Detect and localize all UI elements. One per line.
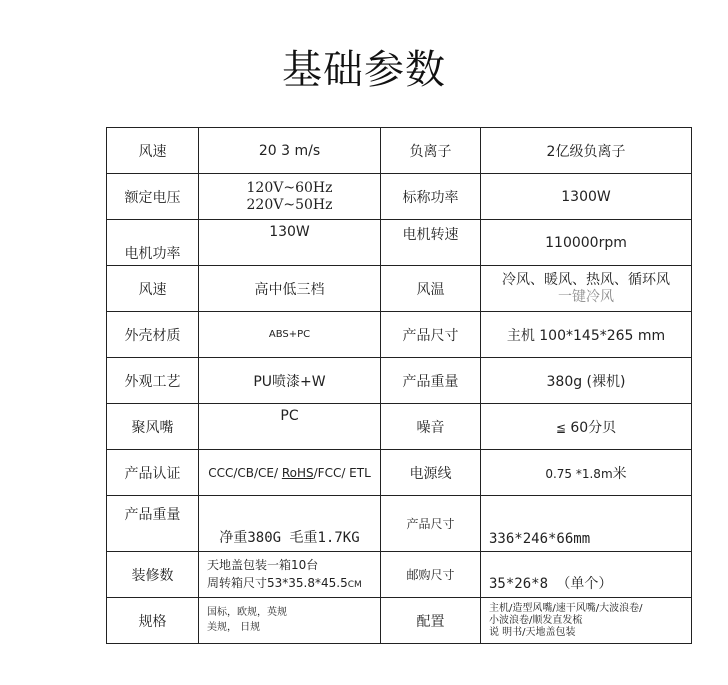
value-part: ≦	[555, 420, 566, 435]
value-line	[207, 575, 376, 592]
value-packing-quantity	[199, 552, 381, 598]
value-nominal-power: 1300W	[481, 174, 692, 220]
value-power-cord	[481, 450, 692, 496]
value-noise	[481, 404, 692, 450]
label-packing-quantity: 装修数	[107, 552, 199, 598]
value-part: 周转箱尺寸53*35.8*45.5	[207, 575, 348, 590]
value-part: 米	[612, 465, 627, 482]
table-row	[107, 266, 692, 312]
label-motor-power: 电机功率	[107, 220, 199, 266]
value-concentrator-nozzle: PC	[199, 404, 381, 450]
label-product-weight: 产品重量	[107, 496, 199, 552]
value-finish-process: PU喷漆+W	[199, 358, 381, 404]
value-rated-voltage	[199, 174, 381, 220]
label-configuration: 配置	[381, 598, 481, 644]
table-row	[107, 496, 692, 552]
value-motor-power: 130W	[199, 220, 381, 266]
value-part: 0.75 *1.8	[545, 466, 601, 481]
value-line: 说 明书/天地盖包装	[489, 626, 576, 638]
value-product-weight: 380g (裸机)	[481, 358, 692, 404]
label-shell-material: 外壳材质	[107, 312, 199, 358]
value-configuration	[481, 598, 692, 644]
value-line: 天地盖包装一箱10台	[207, 558, 319, 573]
value-part: CM	[347, 579, 362, 590]
value-line: 小波浪卷/顺发直发梳	[489, 614, 583, 626]
value-line: 美规， 日规	[207, 621, 261, 633]
label-motor-speed: 电机转速	[381, 220, 481, 266]
table-row	[107, 598, 692, 644]
value-motor-speed: 110000rpm	[481, 220, 692, 266]
table-row	[107, 312, 692, 358]
label-certification: 产品认证	[107, 450, 199, 496]
page-title: 基础参数	[282, 47, 446, 93]
value-mail-size: 35*26*8 （单个）	[481, 552, 692, 598]
label-plug-spec: 规格	[107, 598, 199, 644]
label-wind-speed-levels: 风速	[107, 266, 199, 312]
table-row	[107, 552, 692, 598]
table-row	[107, 220, 692, 266]
value-wind-speed: 20 3 m/s	[199, 128, 381, 174]
label-wind-temperature: 风温	[381, 266, 481, 312]
label-rated-voltage: 额定电压	[107, 174, 199, 220]
value-part: m	[600, 466, 613, 481]
label-concentrator-nozzle: 聚风嘴	[107, 404, 199, 450]
spec-table	[106, 127, 692, 644]
value-product-size: 主机 100*145*265 mm	[481, 312, 692, 358]
value-line: 一键冷风	[558, 288, 614, 305]
label-wind-speed: 风速	[107, 128, 199, 174]
value-product-size: 336*246*66mm	[481, 496, 692, 552]
table-row	[107, 174, 692, 220]
value-plug-spec	[199, 598, 381, 644]
label-power-cord: 电源线	[381, 450, 481, 496]
table-row	[107, 404, 692, 450]
value-product-weight: 净重380G 毛重1.7KG	[199, 496, 381, 552]
value-line: 国标，欧规，英规	[207, 607, 287, 618]
label-noise: 噪音	[381, 404, 481, 450]
value-negative-ion: 2亿级负离子	[481, 128, 692, 174]
value-part: 60分贝	[570, 419, 617, 436]
label-mail-size: 邮购尺寸	[381, 552, 481, 598]
label-product-size: 产品尺寸	[381, 496, 481, 552]
table-row	[107, 128, 692, 174]
label-product-weight: 产品重量	[381, 358, 481, 404]
value-part: CCC/CB/CE/	[208, 465, 282, 480]
value-wind-temperature	[481, 266, 692, 312]
value-part: /FCC/ ETL	[313, 465, 371, 480]
table-row	[107, 358, 692, 404]
value-part: RoHS	[281, 465, 314, 480]
value-line: 220V~50Hz	[246, 196, 333, 213]
label-finish-process: 外观工艺	[107, 358, 199, 404]
label-product-size: 产品尺寸	[381, 312, 481, 358]
value-line: 冷风、暖风、热风、循环风	[502, 271, 670, 288]
label-negative-ion: 负离子	[381, 128, 481, 174]
value-wind-speed-levels: 高中低三档	[199, 266, 381, 312]
value-line: 主机/造型风嘴/速干风嘴/大波浪卷/	[489, 602, 643, 614]
value-shell-material: ABS+PC	[199, 312, 381, 358]
table-row	[107, 450, 692, 496]
value-certification	[199, 450, 381, 496]
value-line: 120V~60Hz	[246, 179, 333, 196]
label-nominal-power: 标称功率	[381, 174, 481, 220]
